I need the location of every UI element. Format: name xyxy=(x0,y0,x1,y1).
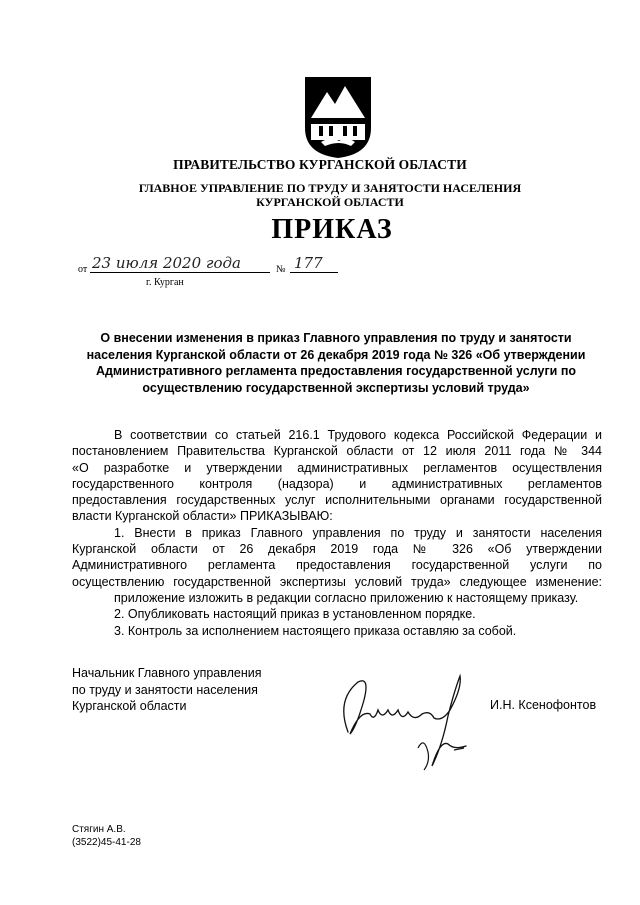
order-title xyxy=(72,330,600,396)
body-line: В соответствии со статьей 216.1 Трудового кодекса Российской Федерации и xyxy=(114,428,602,442)
date-handwritten: 23 июля 2020 года xyxy=(92,254,241,272)
body-line: власти Курганской области» ПРИКАЗЫВАЮ: xyxy=(72,509,333,524)
executor-name: Стягин А.В. xyxy=(72,824,126,835)
body-line: приложение изложить в редакции согласно приложению к настоящему приказу. xyxy=(114,590,579,605)
department-name-line-1: ГЛАВНОЕ УПРАВЛЕНИЕ ПО ТРУДУ И ЗАНЯТОСТИ НАСЕЛЕНИЯ xyxy=(138,181,522,195)
body-line: государственного контроля (надзора) и административных регламентов xyxy=(72,476,602,491)
document-type: ПРИКАЗ xyxy=(271,214,393,245)
position-line: Курганской области xyxy=(72,699,187,713)
government-name: ПРАВИТЕЛЬСТВО КУРГАНСКОЙ ОБЛАСТИ xyxy=(173,157,467,172)
date-prefix: от xyxy=(78,264,88,275)
body-line: Курганской области от 26 декабря 2019 года № 326 «Об утверждении xyxy=(72,542,602,557)
body-line: 3. Контроль за исполнением настоящего приказа оставляю за собой. xyxy=(114,623,517,638)
title-line: Административного регламента предоставления государственной услуги по xyxy=(95,364,577,378)
position-line: Начальник Главного управления xyxy=(72,666,262,680)
executor-info xyxy=(72,823,141,849)
order-body xyxy=(72,427,602,639)
body-line: осуществлению государственной экспертизы условий труда» следующее изменение: xyxy=(72,574,602,589)
handwritten-signature xyxy=(330,670,490,780)
signatory-position xyxy=(72,665,262,715)
title-line: О внесении изменения в приказ Главного управления по труду и занятости xyxy=(100,331,572,345)
body-line: предоставления государственных услуг исполнительными органами государственной xyxy=(72,493,602,508)
body-line: 2. Опубликовать настоящий приказ в установленном порядке. xyxy=(114,607,476,622)
department-name-line-2: КУРГАНСКОЙ ОБЛАСТИ xyxy=(256,195,404,209)
body-line: постановлением Правительства Курганской области от 12 июля 2011 года № 344 xyxy=(72,444,602,459)
body-line: 1. Внести в приказ Главного управления по труду и занятости населения xyxy=(114,525,602,540)
title-line: населения Курганской области от 26 декабря 2019 года № 326 «Об утверждении xyxy=(86,347,586,362)
signatory-name: И.Н. Ксенофонтов xyxy=(490,698,597,712)
body-line: «О разработке и утверждении административных регламентов осуществления xyxy=(72,460,602,475)
city: г. Курган xyxy=(146,277,184,288)
kurgan-coat-of-arms-icon xyxy=(301,74,375,160)
number-prefix: № xyxy=(276,264,286,275)
number-handwritten: 177 xyxy=(294,254,323,272)
date-underline xyxy=(90,272,270,273)
position-line: по труду и занятости населения xyxy=(72,682,258,697)
number-underline xyxy=(290,272,338,273)
executor-phone: (3522)45-41-28 xyxy=(72,837,141,848)
body-line: Административного регламента предоставления государственной услуги по xyxy=(72,558,602,573)
title-line: осуществлению государственной экспертизы условий труда» xyxy=(142,380,530,395)
